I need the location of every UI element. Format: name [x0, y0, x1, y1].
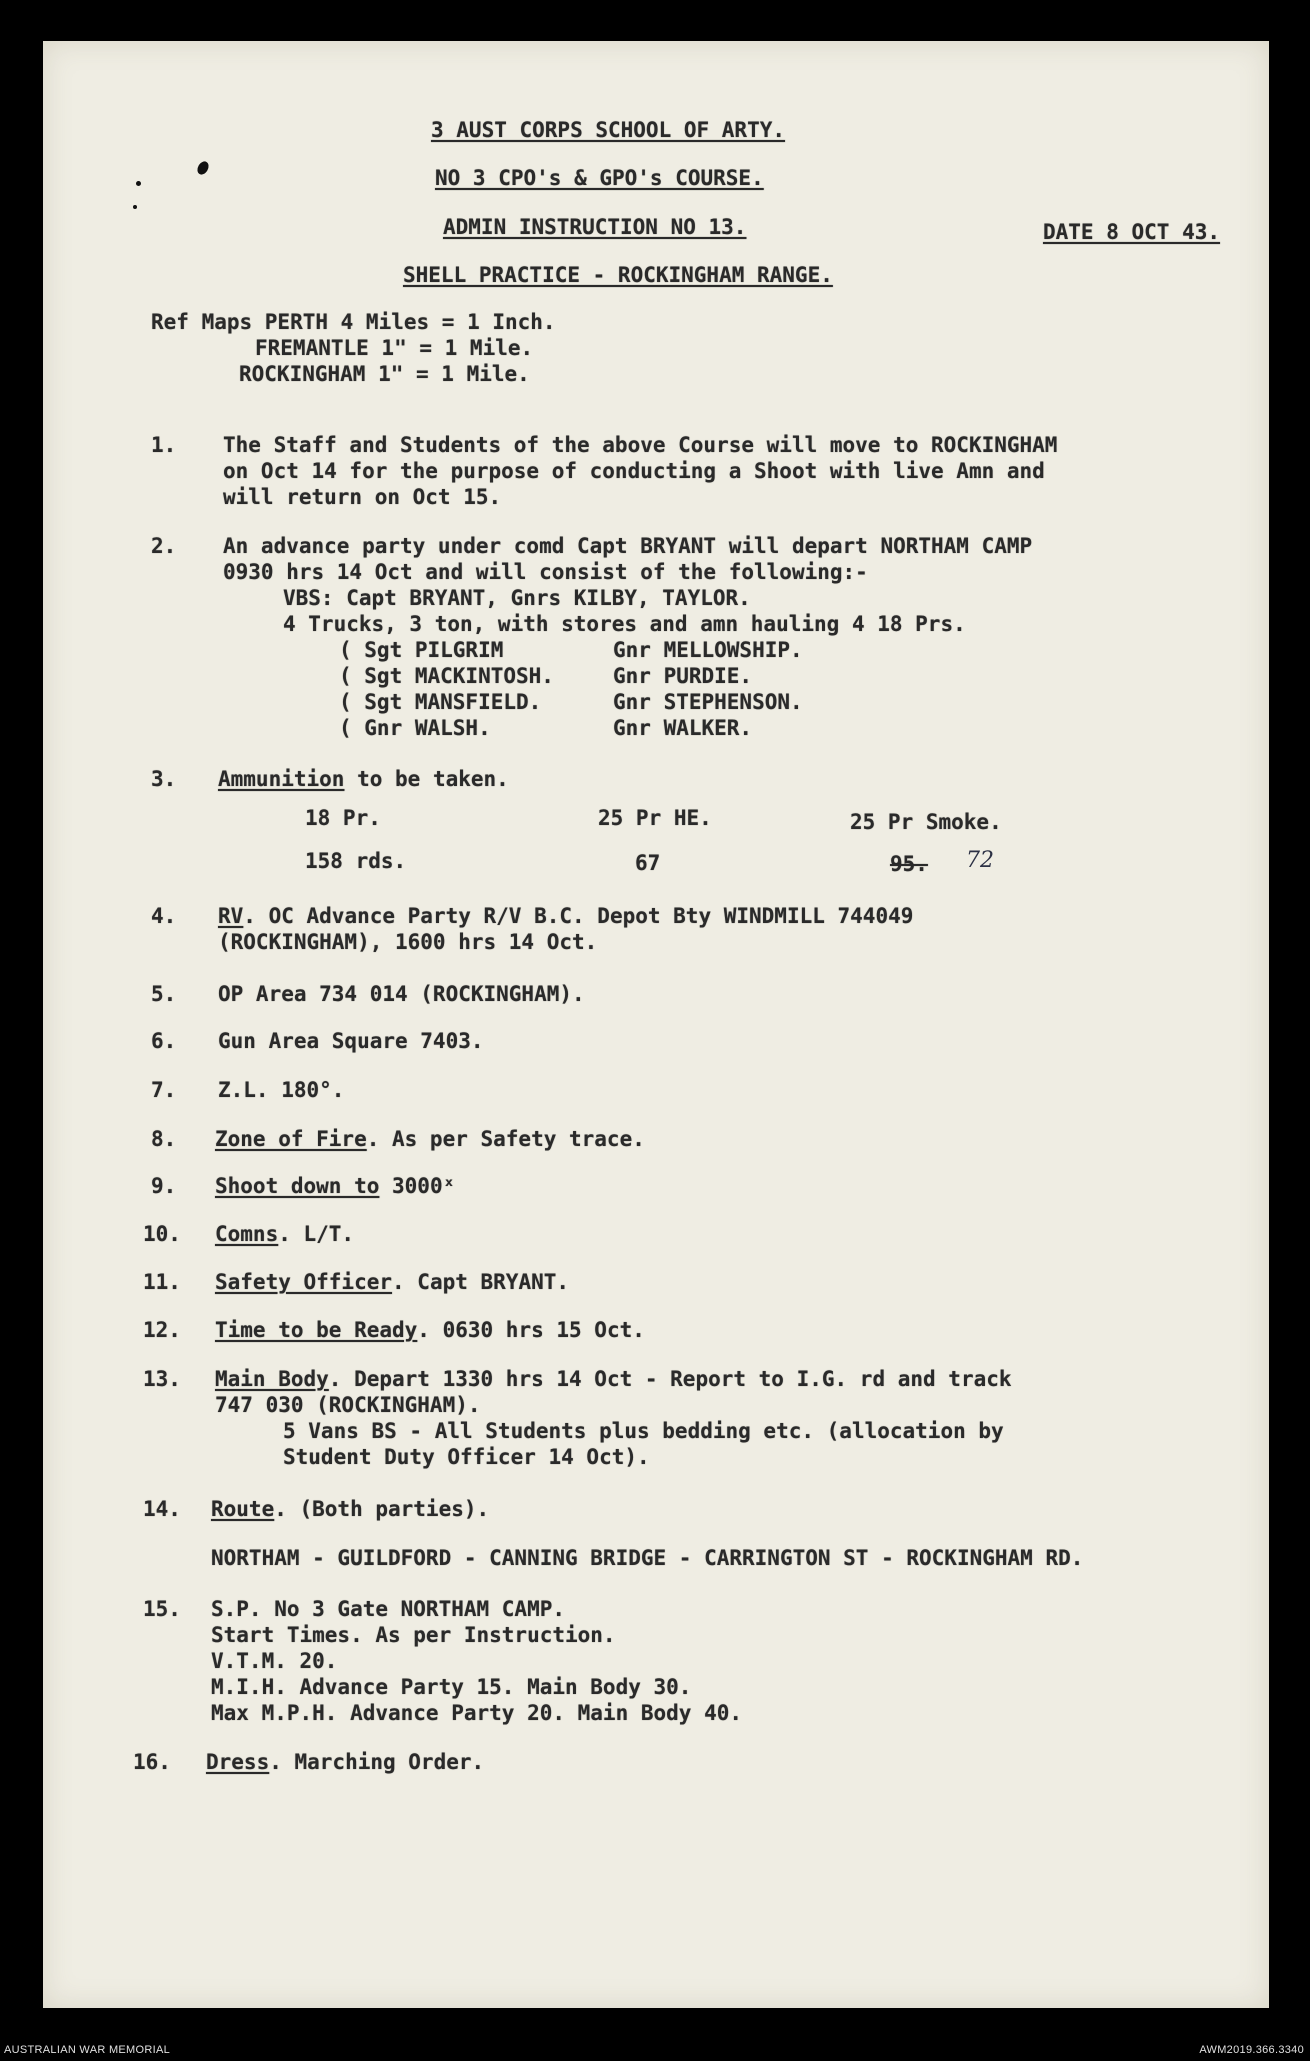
para-4-rest: . OC Advance Party R/V B.C. Depot Bty WINDMILL 744049: [243, 904, 914, 928]
para-2-crew-right: Gnr MELLOWSHIP.: [613, 638, 803, 662]
para-15-number: 15.: [143, 1597, 181, 1621]
para-4-line2: (ROCKINGHAM), 1600 hrs 14 Oct.: [218, 930, 598, 954]
para-6-text: Gun Area Square 7403.: [218, 1029, 484, 1053]
para-8-rest: . As per Safety trace.: [366, 1127, 645, 1151]
para-3-number: 3.: [151, 767, 177, 791]
para-13-line1: [215, 1366, 1012, 1392]
para-2-crew-right: Gnr WALKER.: [613, 716, 753, 740]
header-instruction: ADMIN INSTRUCTION NO 13.: [443, 215, 747, 239]
para-14-line1: [211, 1496, 489, 1522]
para-2-crew-left: ( Sgt MANSFIELD.: [339, 690, 542, 714]
para-12-heading: Time to be Ready: [215, 1318, 418, 1342]
para-15-line1: S.P. No 3 Gate NORTHAM CAMP.: [211, 1597, 566, 1621]
para-10-number: 10.: [143, 1222, 181, 1246]
header-date: DATE 8 OCT 43.: [1043, 220, 1221, 244]
para-11-text: [215, 1269, 569, 1295]
ammo-col-25pr-he: 25 Pr HE.: [598, 806, 712, 830]
footer-institution: AUSTRALIAN WAR MEMORIAL: [4, 2044, 171, 2056]
para-2-number: 2.: [151, 534, 177, 558]
para-14-rest: . (Both parties).: [274, 1497, 490, 1521]
ammo-col-25pr-smoke: 25 Pr Smoke.: [850, 810, 1002, 834]
para-8-number: 8.: [151, 1127, 177, 1151]
para-8-text: [215, 1126, 645, 1152]
para-2-crew-left: ( Sgt MACKINTOSH.: [339, 664, 554, 688]
para-12-number: 12.: [143, 1318, 181, 1342]
para-2-line1: An advance party under comd Capt BRYANT will depart NORTHAM CAMP: [223, 534, 1033, 558]
para-16-text: [206, 1749, 484, 1775]
para-1-line2: on Oct 14 for the purpose of conducting a Shoot with live Amn and: [223, 459, 1045, 483]
ink-spot: [133, 205, 137, 209]
para-13-heading: Main Body: [215, 1367, 329, 1391]
document-page: [43, 41, 1269, 2008]
para-11-heading: Safety Officer: [215, 1270, 393, 1294]
para-12-rest: . 0630 hrs 15 Oct.: [417, 1318, 645, 1342]
ref-maps-line2: FREMANTLE 1" = 1 Mile.: [255, 336, 534, 360]
para-9-rest: 3000ˣ: [379, 1174, 456, 1198]
footer-accession-number: AWM2019.366.3340: [1199, 2044, 1304, 2056]
para-6-number: 6.: [151, 1029, 177, 1053]
para-9-number: 9.: [151, 1174, 177, 1198]
para-13-line2: 747 030 (ROCKINGHAM).: [215, 1393, 481, 1417]
ammo-col-18pr: 18 Pr.: [305, 806, 381, 830]
para-13-number: 13.: [143, 1367, 181, 1391]
para-9-text: [215, 1173, 455, 1199]
para-2-line3: VBS: Capt BRYANT, Gnrs KILBY, TAYLOR.: [283, 586, 751, 610]
header-subject: SHELL PRACTICE - ROCKINGHAM RANGE.: [403, 263, 833, 287]
para-15-line4: M.I.H. Advance Party 15. Main Body 30.: [211, 1675, 692, 1699]
para-16-heading: Dress: [206, 1750, 270, 1774]
para-11-rest: . Capt BRYANT.: [392, 1270, 570, 1294]
para-2-crew-left: ( Sgt PILGRIM: [339, 638, 504, 662]
ink-spot: [195, 159, 211, 176]
ref-maps-line1: Ref Maps PERTH 4 Miles = 1 Inch.: [151, 310, 556, 334]
para-13-rest: . Depart 1330 hrs 14 Oct - Report to I.G. rd and track: [328, 1367, 1012, 1391]
ink-spot: [136, 181, 141, 186]
para-7-text: Z.L. 180°.: [218, 1078, 345, 1102]
para-16-number: 16.: [133, 1750, 171, 1774]
para-16-rest: . Marching Order.: [269, 1750, 485, 1774]
para-1-line1: The Staff and Students of the above Course will move to ROCKINGHAM: [223, 433, 1058, 457]
ref-maps-line3: ROCKINGHAM 1" = 1 Mile.: [239, 362, 530, 386]
para-3-heading: [218, 766, 509, 792]
ammo-val-18pr: 158 rds.: [305, 849, 407, 873]
header-school: 3 AUST CORPS SCHOOL OF ARTY.: [431, 118, 786, 142]
ammo-val-25pr-he: 67: [635, 851, 661, 875]
para-2-crew-left: ( Gnr WALSH.: [339, 716, 491, 740]
para-2-crew-right: Gnr STEPHENSON.: [613, 690, 803, 714]
para-4-heading: RV: [218, 904, 244, 928]
para-2-line2: 0930 hrs 14 Oct and will consist of the following:-: [223, 560, 868, 584]
para-13-line4: Student Duty Officer 14 Oct).: [283, 1445, 650, 1469]
para-8-heading: Zone of Fire: [215, 1127, 367, 1151]
header-course: NO 3 CPO's & GPO's COURSE.: [435, 166, 764, 190]
para-3-heading-underlined: Ammunition: [218, 767, 345, 791]
para-1-number: 1.: [151, 433, 177, 457]
para-1-line3: will return on Oct 15.: [223, 485, 502, 509]
para-15-line2: Start Times. As per Instruction.: [211, 1623, 616, 1647]
para-2-crew-right: Gnr PURDIE.: [613, 664, 753, 688]
ammo-handwritten-correction: 72: [966, 848, 994, 873]
para-15-line3: V.T.M. 20.: [211, 1649, 338, 1673]
ammo-val-25pr-smoke-struck: 95.: [890, 852, 928, 876]
para-11-number: 11.: [143, 1270, 181, 1294]
para-14-route: NORTHAM - GUILDFORD - CANNING BRIDGE - CARRINGTON ST - ROCKINGHAM RD.: [211, 1546, 1084, 1570]
para-12-text: [215, 1317, 645, 1343]
para-10-heading: Comns: [215, 1222, 279, 1246]
para-5-number: 5.: [151, 982, 177, 1006]
para-10-rest: . L/T.: [278, 1222, 355, 1246]
para-14-number: 14.: [143, 1497, 181, 1521]
para-10-text: [215, 1221, 354, 1247]
para-2-line4: 4 Trucks, 3 ton, with stores and amn hauling 4 18 Prs.: [283, 612, 966, 636]
para-4-number: 4.: [151, 904, 177, 928]
para-4-line1: [218, 903, 913, 929]
para-7-number: 7.: [151, 1078, 177, 1102]
para-13-line3: 5 Vans BS - All Students plus bedding etc. (allocation by: [283, 1419, 1004, 1443]
para-5-text: OP Area 734 014 (ROCKINGHAM).: [218, 982, 585, 1006]
para-3-heading-rest: to be taken.: [344, 767, 509, 791]
para-15-line5: Max M.P.H. Advance Party 20. Main Body 40.: [211, 1701, 743, 1725]
para-14-heading: Route: [211, 1497, 275, 1521]
para-9-heading: Shoot down to: [215, 1174, 380, 1198]
